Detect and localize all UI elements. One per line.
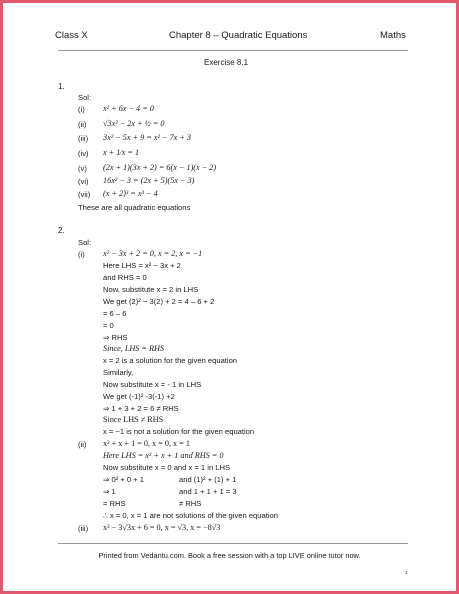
q2-i-line: Since LHS ≠ RHS: [103, 415, 164, 424]
q1-label-ii: (ii): [78, 120, 87, 129]
q2-ii-left: ⇒ 0² + 0 + 1: [103, 475, 144, 484]
q1-eq-iii: 3x² − 5x + 9 = x² − 7x + 3: [103, 133, 192, 142]
q1-eq-iv: x + 1⁄x = 1: [103, 148, 140, 157]
q2-label-i: (i): [78, 250, 85, 259]
q2-ii-conclusion: ∴ x = 0, x = 1 are not solutions of the given equation: [103, 511, 278, 520]
q2-ii-line: Now substitute x = 0 and x = 1 in LHS: [103, 463, 231, 472]
q2-i-line: Here LHS = x² − 3x + 2: [103, 261, 181, 270]
q2-sol: Sol:: [78, 238, 92, 247]
q2-i-line: x = 2 is a solution for the given equation: [103, 356, 238, 365]
exercise-title: Exercise 8.1: [204, 58, 249, 67]
header-rule: [58, 50, 408, 51]
q1-label-vii: (vii): [78, 190, 91, 199]
header-class: Class X: [55, 30, 88, 41]
q2-i-line: = 6 – 6: [103, 309, 127, 318]
q1-eq-ii: √3x² − 2x + ½ = 0: [103, 119, 165, 128]
q1-label-v: (v): [78, 164, 87, 173]
q1-label-iii: (iii): [78, 134, 89, 143]
q1-number: 1.: [58, 82, 65, 91]
q2-i-line: = 0: [103, 321, 114, 330]
q1-sol: Sol:: [78, 93, 92, 102]
page-number: 1: [405, 570, 408, 575]
q2-ii-line: x² + x + 1 = 0, x = 0, x = 1: [103, 439, 190, 448]
q2-ii-right: and 1 + 1 + 1 = 3: [179, 487, 237, 496]
header-subject: Maths: [380, 30, 406, 41]
q2-number: 2.: [58, 226, 65, 235]
footer-text: Printed from Vedantu.com. Book a free session with a top LIVE online tutor now.: [98, 551, 361, 560]
q1-conclusion: These are all quadratic equations: [78, 203, 191, 212]
q1-label-vi: (vi): [78, 177, 89, 186]
q2-ii-right: ≠ RHS: [179, 499, 202, 508]
q2-i-line: Now, substitute x = 2 in LHS: [103, 285, 199, 294]
q2-i-line: Similarly,: [103, 368, 134, 377]
q2-label-ii: (ii): [78, 440, 87, 449]
q1-eq-vi: 16x² − 3 = (2x + 5)(5x − 3): [103, 176, 195, 185]
q2-label-iii: (iii): [78, 524, 89, 533]
q2-i-line: x² − 3x + 2 = 0, x = 2, x = −1: [103, 249, 203, 258]
q2-i-line: We get (-1)² -3(-1) +2: [103, 392, 175, 401]
q2-i-line: and RHS = 0: [103, 273, 147, 282]
q2-i-line: ⇒ 1 + 3 + 2 = 6 ≠ RHS: [103, 404, 179, 413]
q2-iii-line: x² − 3√3x + 6 = 0, x = √3, x = −8√3: [103, 523, 221, 532]
q2-i-line: We get (2)² − 3(2) + 2 = 4 – 6 + 2: [103, 297, 215, 306]
q2-i-line: x = −1 is not a solution for the given equation: [103, 427, 255, 436]
q1-eq-v: (2x + 1)(3x + 2) = 6(x − 1)(x − 2): [103, 163, 217, 172]
q2-i-line: ⇒ RHS: [103, 333, 128, 342]
q2-ii-line: Here LHS = x² + x + 1 and RHS = 0: [103, 451, 224, 460]
q1-label-iv: (iv): [78, 149, 89, 158]
q2-ii-left: ⇒ 1: [103, 487, 116, 496]
q2-ii-right: and (1)² + (1) + 1: [179, 475, 237, 484]
q1-eq-vii: (x + 2)³ = x³ − 4: [103, 189, 158, 198]
q2-i-line: Since, LHS = RHS: [103, 344, 165, 353]
q1-eq-i: x² + 6x − 4 = 0: [103, 104, 154, 113]
header-chapter: Chapter 8 – Quadratic Equations: [169, 30, 308, 41]
q1-label-i: (i): [78, 105, 85, 114]
q2-i-line: Now substitute x = - 1 in LHS: [103, 380, 202, 389]
q2-ii-left: = RHS: [103, 499, 126, 508]
footer-rule: [58, 543, 408, 544]
